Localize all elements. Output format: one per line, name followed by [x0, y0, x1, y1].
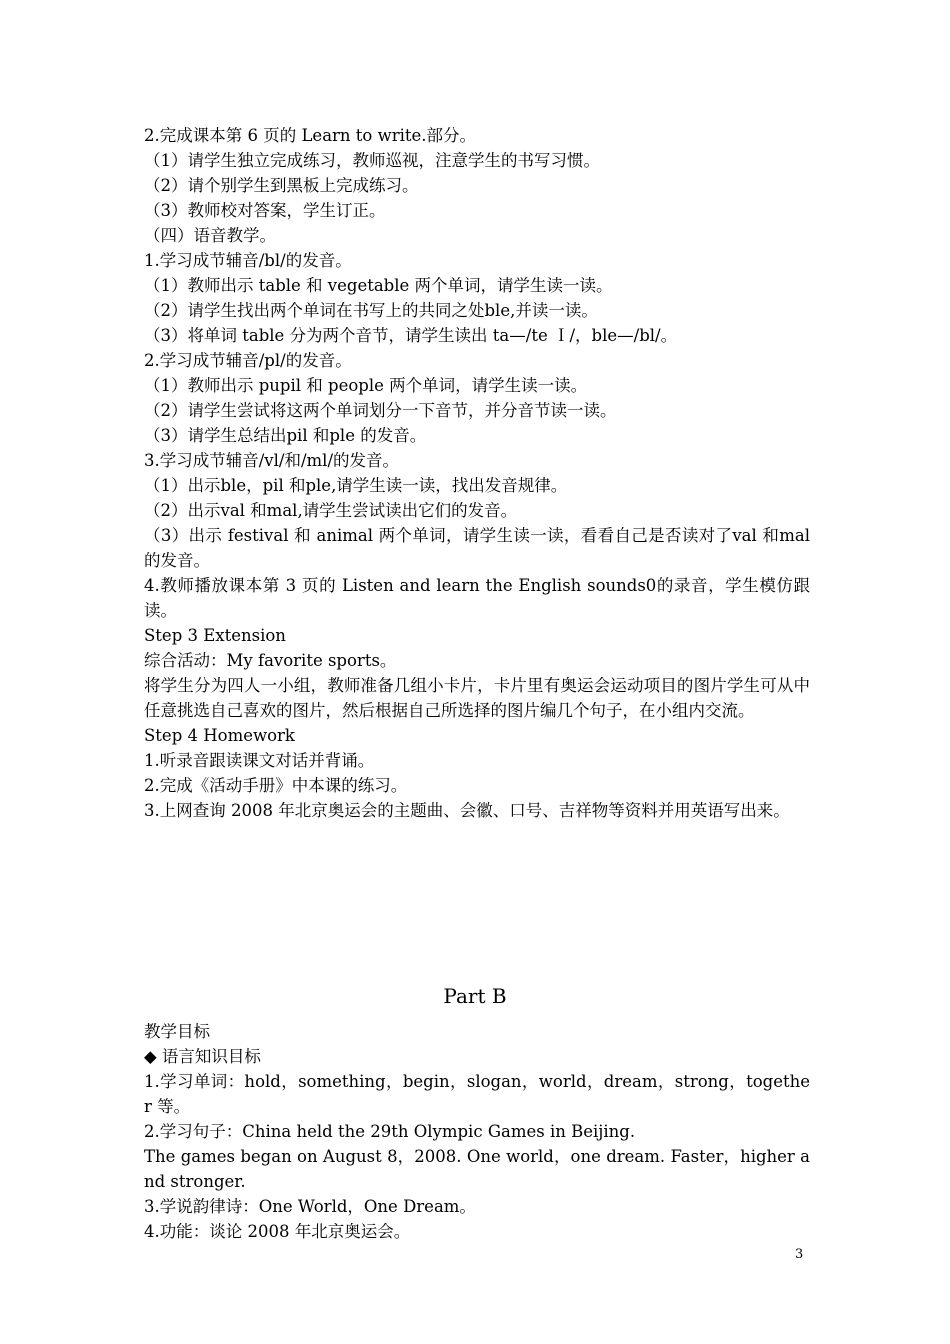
text-line: （2）请学生找出两个单词在书写上的共同之处ble,并读一读。	[144, 301, 598, 320]
text-line: （2）请个别学生到黑板上完成练习。	[144, 176, 419, 195]
text-line: ◆ 语言知识目标	[144, 1047, 261, 1066]
section-a-text	[144, 123, 810, 823]
text-line: 2.学习成节辅音/pl/的发音。	[144, 351, 352, 370]
text-line: 2.学习句子：China held the 29th Olympic Games in Beijing.	[144, 1122, 636, 1141]
text-line: 4.教师播放课本第 3 页的 Listen and learn the English sounds0的录音，学生模仿跟读。	[144, 576, 810, 620]
text-line: 3.学习成节辅音/vl/和/ml/的发音。	[144, 451, 400, 470]
text-line: 2.完成课本第 6 页的 Learn to write.部分。	[144, 126, 477, 145]
text-line: （四）语音教学。	[144, 226, 276, 245]
text-line: 综合活动：My favorite sports。	[144, 651, 397, 670]
text-line: 1.听录音跟读课文对话并背诵。	[144, 751, 375, 770]
text-line: （1）教师出示 table 和 vegetable 两个单词，请学生读一读。	[144, 276, 613, 295]
text-line: （1）请学生独立完成练习，教师巡视，注意学生的书写习惯。	[144, 151, 600, 170]
text-line: （2）请学生尝试将这两个单词划分一下音节，并分音节读一读。	[144, 401, 617, 420]
text-line: （3）将单词 table 分为两个音节，请学生读出 ta—/te Ｉ/，ble—/bl/。	[144, 326, 678, 345]
text-line: The games began on August 8，2008. One world，one dream. Faster，higher and stronger.	[144, 1147, 810, 1191]
text-line: 3.学说韵律诗：One World，One Dream。	[144, 1197, 476, 1216]
step-heading: Step 3 Extension	[144, 626, 286, 645]
text-line: （1）教师出示 pupil 和 people 两个单词，请学生读一读。	[144, 376, 588, 395]
text-line: （3）教师校对答案，学生订正。	[144, 201, 386, 220]
part-b-title: Part B	[443, 984, 507, 1008]
text-line: 2.完成《活动手册》中本课的练习。	[144, 776, 408, 795]
page-number: 3	[795, 1247, 804, 1262]
part-b-text	[144, 1019, 810, 1244]
text-line: 1.学习单词：hold，something，begin，slogan，world，dream，strong，together 等。	[144, 1072, 810, 1116]
step-heading: Step 4 Homework	[144, 726, 295, 745]
text-line: （3）请学生总结出pil 和ple 的发音。	[144, 426, 427, 445]
text-line: （3）出示 festival 和 animal 两个单词，请学生读一读，看看自己是否读对了val 和mal 的发音。	[144, 526, 810, 570]
text-line: 将学生分为四人一小组，教师准备几组小卡片，卡片里有奥运会运动项目的图片学生可从中任意挑选自己喜欢的图片，然后根据自己所选择的图片编几个句子，在小组内交流。	[144, 676, 810, 720]
text-line: 4.功能：谈论 2008 年北京奥运会。	[144, 1222, 411, 1241]
text-line: （1）出示ble，pil 和ple,请学生读一读，找出发音规律。	[144, 476, 568, 495]
text-line: 教学目标	[144, 1022, 210, 1041]
text-line: （2）出示val 和mal,请学生尝试读出它们的发音。	[144, 501, 518, 520]
text-line: 3.上网查询 2008 年北京奥运会的主题曲、会徽、口号、吉祥物等资料并用英语写出来。	[144, 801, 790, 820]
text-line: 1.学习成节辅音/bl/的发音。	[144, 251, 352, 270]
